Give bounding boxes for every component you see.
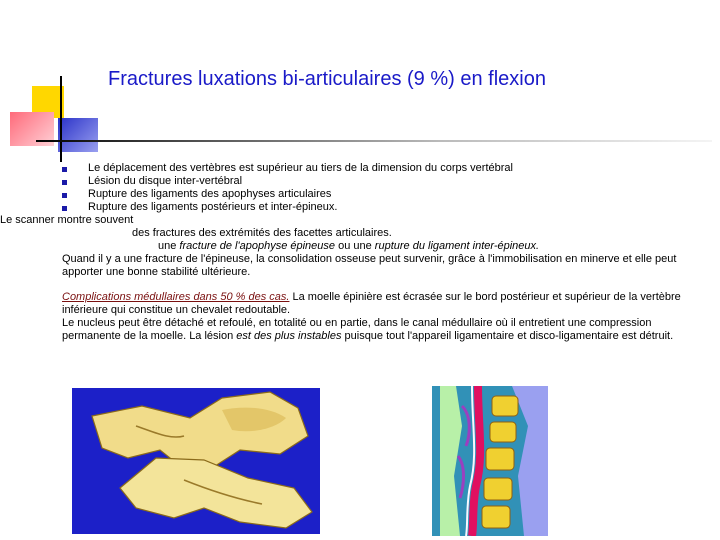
slide-body	[0, 162, 712, 343]
complications-text-2-prefix: Le nucleus peut être détaché et refoulé, en totalité ou en partie, dans le canal médullaire où il entretient une compression permanente de la moelle. La lésion	[62, 317, 652, 342]
scanner-line-2-mid: ou une	[335, 240, 375, 252]
bullet-item	[62, 162, 712, 175]
bullet-text: Lésion du disque inter-vertébral	[88, 175, 243, 187]
bullet-square-icon	[62, 180, 67, 185]
bullet-text: Le déplacement des vertèbres est supérieur au tiers de la dimension du corps vertébral	[88, 162, 513, 174]
scanner-block	[0, 214, 712, 253]
scanner-line-1-text: des fractures des extrémités des facettes articulaires.	[132, 227, 392, 239]
complications-label: Complications médullaires dans 50 % des cas.	[62, 291, 290, 303]
scanner-line-1	[62, 227, 712, 240]
complications-text-2-em: est des plus instables	[236, 330, 342, 342]
bullet-text: Rupture des ligaments des apophyses articulaires	[88, 188, 332, 200]
bullet-square-icon	[62, 206, 67, 211]
bullet-item	[62, 175, 712, 188]
scanner-intro-text: Le scanner montre souvent	[0, 214, 134, 226]
slide-title: Fractures luxations bi-articulaires (9 %) en flexion	[108, 68, 546, 90]
scanner-line-2-rupture: rupture du ligament inter-épineux.	[374, 240, 540, 252]
scanner-intro	[0, 214, 712, 227]
complications-paragraph	[62, 291, 712, 343]
bullet-square-icon	[62, 193, 67, 198]
bullet-item	[62, 201, 712, 214]
scanner-line-2	[62, 240, 712, 253]
consolidation-text: Quand il y a une fracture de l'épineuse, la consolidation osseuse peut survenir, grâce à l'immobilisation en minerve et elle peut apporter une bonne stabilité ultérieure.	[62, 253, 677, 278]
bullet-item	[62, 188, 712, 201]
scanner-line-2-fracture: fracture de l'apophyse épineuse	[179, 240, 336, 252]
vertebrae-flexion-image	[72, 388, 320, 534]
bullet-square-icon	[62, 167, 67, 172]
bullet-text: Rupture des ligaments postérieurs et inter-épineux.	[88, 201, 338, 213]
complications-text-2-suffix: puisque tout l'appareil ligamentaire et disco-ligamentaire est détruit.	[341, 330, 674, 342]
decor-vertical-line	[60, 76, 62, 162]
complications-text-1: La moelle épinière est écrasée sur le bord postérieur et supérieur de la vertèbre inférieure qui constitue un chevalet redoutable.	[62, 291, 681, 316]
scanner-line-2-prefix: une	[158, 240, 180, 252]
decor-blue-square	[58, 118, 98, 152]
decor-horizontal-rule	[36, 140, 712, 142]
spinal-cord-compression-image	[432, 386, 548, 536]
